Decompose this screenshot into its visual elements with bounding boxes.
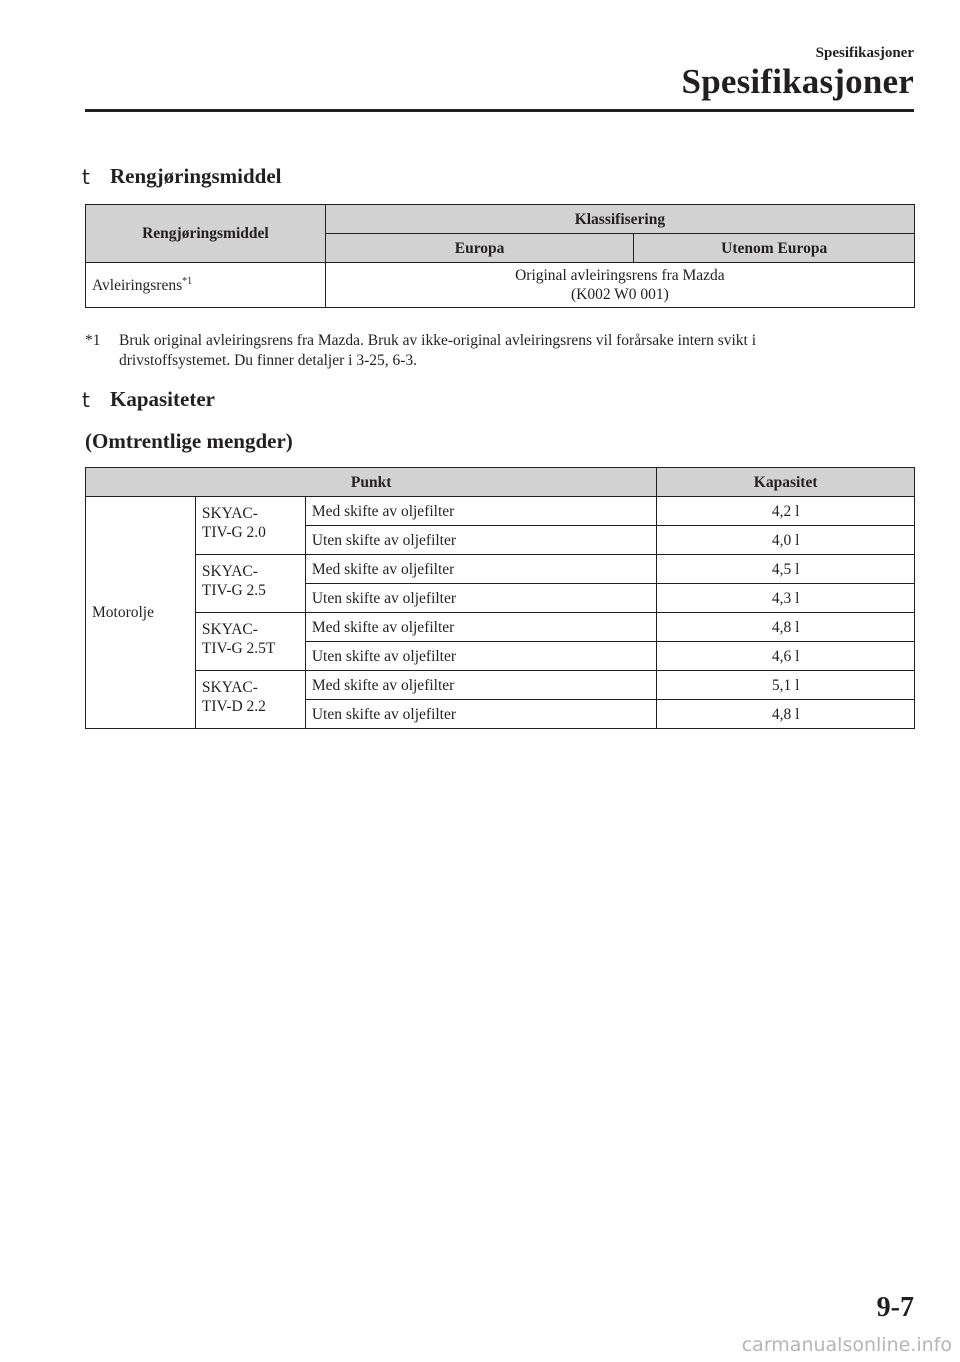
- header-rule: [85, 109, 914, 112]
- header-europe: Europa: [325, 234, 634, 263]
- engine-cell: [195, 555, 305, 613]
- row-value-line1: Original avleiringsrens fra Mazda: [515, 267, 725, 284]
- header-item: Punkt: [86, 468, 657, 497]
- oil-desc: Med skifte av oljefilter: [305, 555, 656, 584]
- oil-capacity: 4,6 l: [657, 642, 915, 671]
- oil-capacity: 4,8 l: [657, 613, 915, 642]
- header-classification: Klassifisering: [325, 205, 914, 234]
- engine-name-line1: SKYAC-: [201, 679, 258, 696]
- running-header-title: Spesifikasjoner: [681, 62, 914, 101]
- oil-desc: Med skifte av oljefilter: [305, 497, 656, 526]
- engine-name-line1: SKYAC-: [201, 505, 258, 522]
- cleaning-agent-table: [85, 204, 915, 308]
- footnote-text-line1: Bruk original avleiringsrens fra Mazda. Bruk av ikke-original avleiringsrens vil forårsake intern svikt i: [119, 332, 757, 349]
- oil-capacity: 4,2 l: [657, 497, 915, 526]
- engine-name-line2: TIV-G 2.5T: [201, 640, 276, 657]
- engine-name-line1: SKYAC-: [201, 621, 258, 638]
- engine-cell: [195, 671, 305, 729]
- page-number: 9-7: [876, 1292, 914, 1323]
- header-cleaning-agent: Rengjøringsmiddel: [86, 205, 326, 263]
- engine-name-line2: TIV-G 2.0: [201, 524, 266, 541]
- section-bullet-icon: t: [82, 387, 90, 412]
- running-header-small: Spesifikasjoner: [815, 45, 914, 61]
- row-label: Avleiringsrens: [92, 276, 183, 294]
- capacity-table: [85, 467, 915, 729]
- section-title: Kapasiteter: [110, 387, 215, 411]
- header-outside-europe: Utenom Europa: [634, 234, 915, 263]
- oil-desc: Uten skifte av oljefilter: [305, 700, 656, 729]
- engine-cell: [195, 613, 305, 671]
- oil-capacity: 5,1 l: [657, 671, 915, 700]
- section-heading-kapasiteter: [82, 387, 215, 412]
- oil-capacity: 4,0 l: [657, 526, 915, 555]
- oil-capacity: 4,3 l: [657, 584, 915, 613]
- row-value-cell: [325, 263, 914, 308]
- footnote-ref: *1: [182, 275, 193, 287]
- group-motor-oil: Motorolje: [86, 497, 196, 729]
- section-heading-rengjoringsmiddel: [82, 164, 282, 189]
- oil-desc: Med skifte av oljefilter: [305, 671, 656, 700]
- header-capacity: Kapasitet: [657, 468, 915, 497]
- engine-name-line2: TIV-D 2.2: [201, 698, 266, 715]
- engine-name-line1: SKYAC-: [201, 563, 258, 580]
- section-subtitle: (Omtrentlige mengder): [85, 429, 293, 453]
- engine-cell: [195, 497, 305, 555]
- row-label-cell: [86, 263, 326, 308]
- oil-desc: Uten skifte av oljefilter: [305, 642, 656, 671]
- row-value-line2: (K002 W0 001): [570, 286, 669, 303]
- section-title: Rengjøringsmiddel: [110, 164, 282, 188]
- footnote-mark: *1: [85, 332, 101, 349]
- oil-desc: Uten skifte av oljefilter: [305, 584, 656, 613]
- oil-desc: Med skifte av oljefilter: [305, 613, 656, 642]
- section-bullet-icon: t: [82, 164, 90, 189]
- oil-desc: Uten skifte av oljefilter: [305, 526, 656, 555]
- oil-capacity: 4,8 l: [657, 700, 915, 729]
- watermark-text: carmanualsonline.info: [741, 1334, 952, 1356]
- footnote: [85, 331, 885, 371]
- footnote-text-line2: drivstoffsystemet. Du finner detaljer i 3-25, 6-3.: [119, 352, 418, 369]
- oil-capacity: 4,5 l: [657, 555, 915, 584]
- engine-name-line2: TIV-G 2.5: [201, 582, 266, 599]
